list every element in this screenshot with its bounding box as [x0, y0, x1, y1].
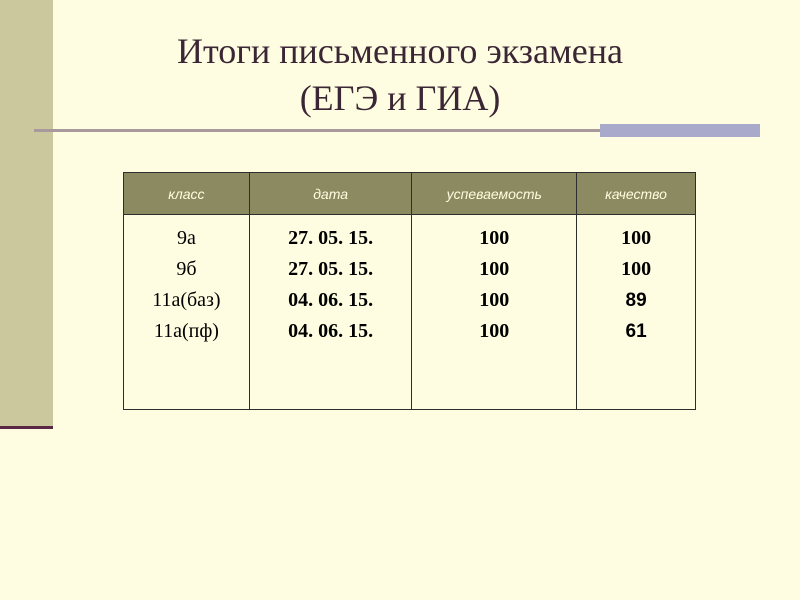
quality-value: 100	[621, 258, 652, 280]
date-cell	[249, 215, 412, 410]
header-quality: качество	[577, 173, 696, 215]
date-value: 04. 06. 15.	[288, 289, 374, 311]
quality-value: 61	[625, 321, 647, 342]
results-table	[123, 172, 696, 410]
quality-value: 100	[621, 227, 652, 249]
performance-value: 100	[479, 289, 510, 311]
performance-value: 100	[479, 258, 510, 280]
left-bar-underline	[0, 426, 53, 429]
class-value: 11а(баз)	[152, 289, 221, 311]
title-line-1: Итоги письменного экзамена	[176, 31, 624, 71]
class-value: 9а	[176, 227, 196, 249]
date-value: 04. 06. 15.	[288, 320, 374, 342]
performance-cell	[412, 215, 577, 410]
slide-title	[80, 28, 720, 122]
class-value: 11а(пф)	[153, 320, 219, 342]
performance-value: 100	[479, 320, 510, 342]
header-performance: успеваемость	[412, 173, 577, 215]
class-value: 9б	[176, 258, 197, 280]
table-header-row	[124, 173, 696, 215]
left-decorative-bar	[0, 0, 53, 426]
date-value: 27. 05. 15.	[288, 227, 374, 249]
title-line-2: (ЕГЭ и ГИА)	[299, 78, 501, 118]
title-divider-accent	[600, 124, 760, 137]
table-row	[124, 215, 696, 410]
date-value: 27. 05. 15.	[288, 258, 374, 280]
quality-cell	[577, 215, 696, 410]
header-class: класс	[124, 173, 250, 215]
quality-value: 89	[625, 290, 647, 311]
header-date: дата	[249, 173, 412, 215]
class-cell	[124, 215, 250, 410]
performance-value: 100	[479, 227, 510, 249]
